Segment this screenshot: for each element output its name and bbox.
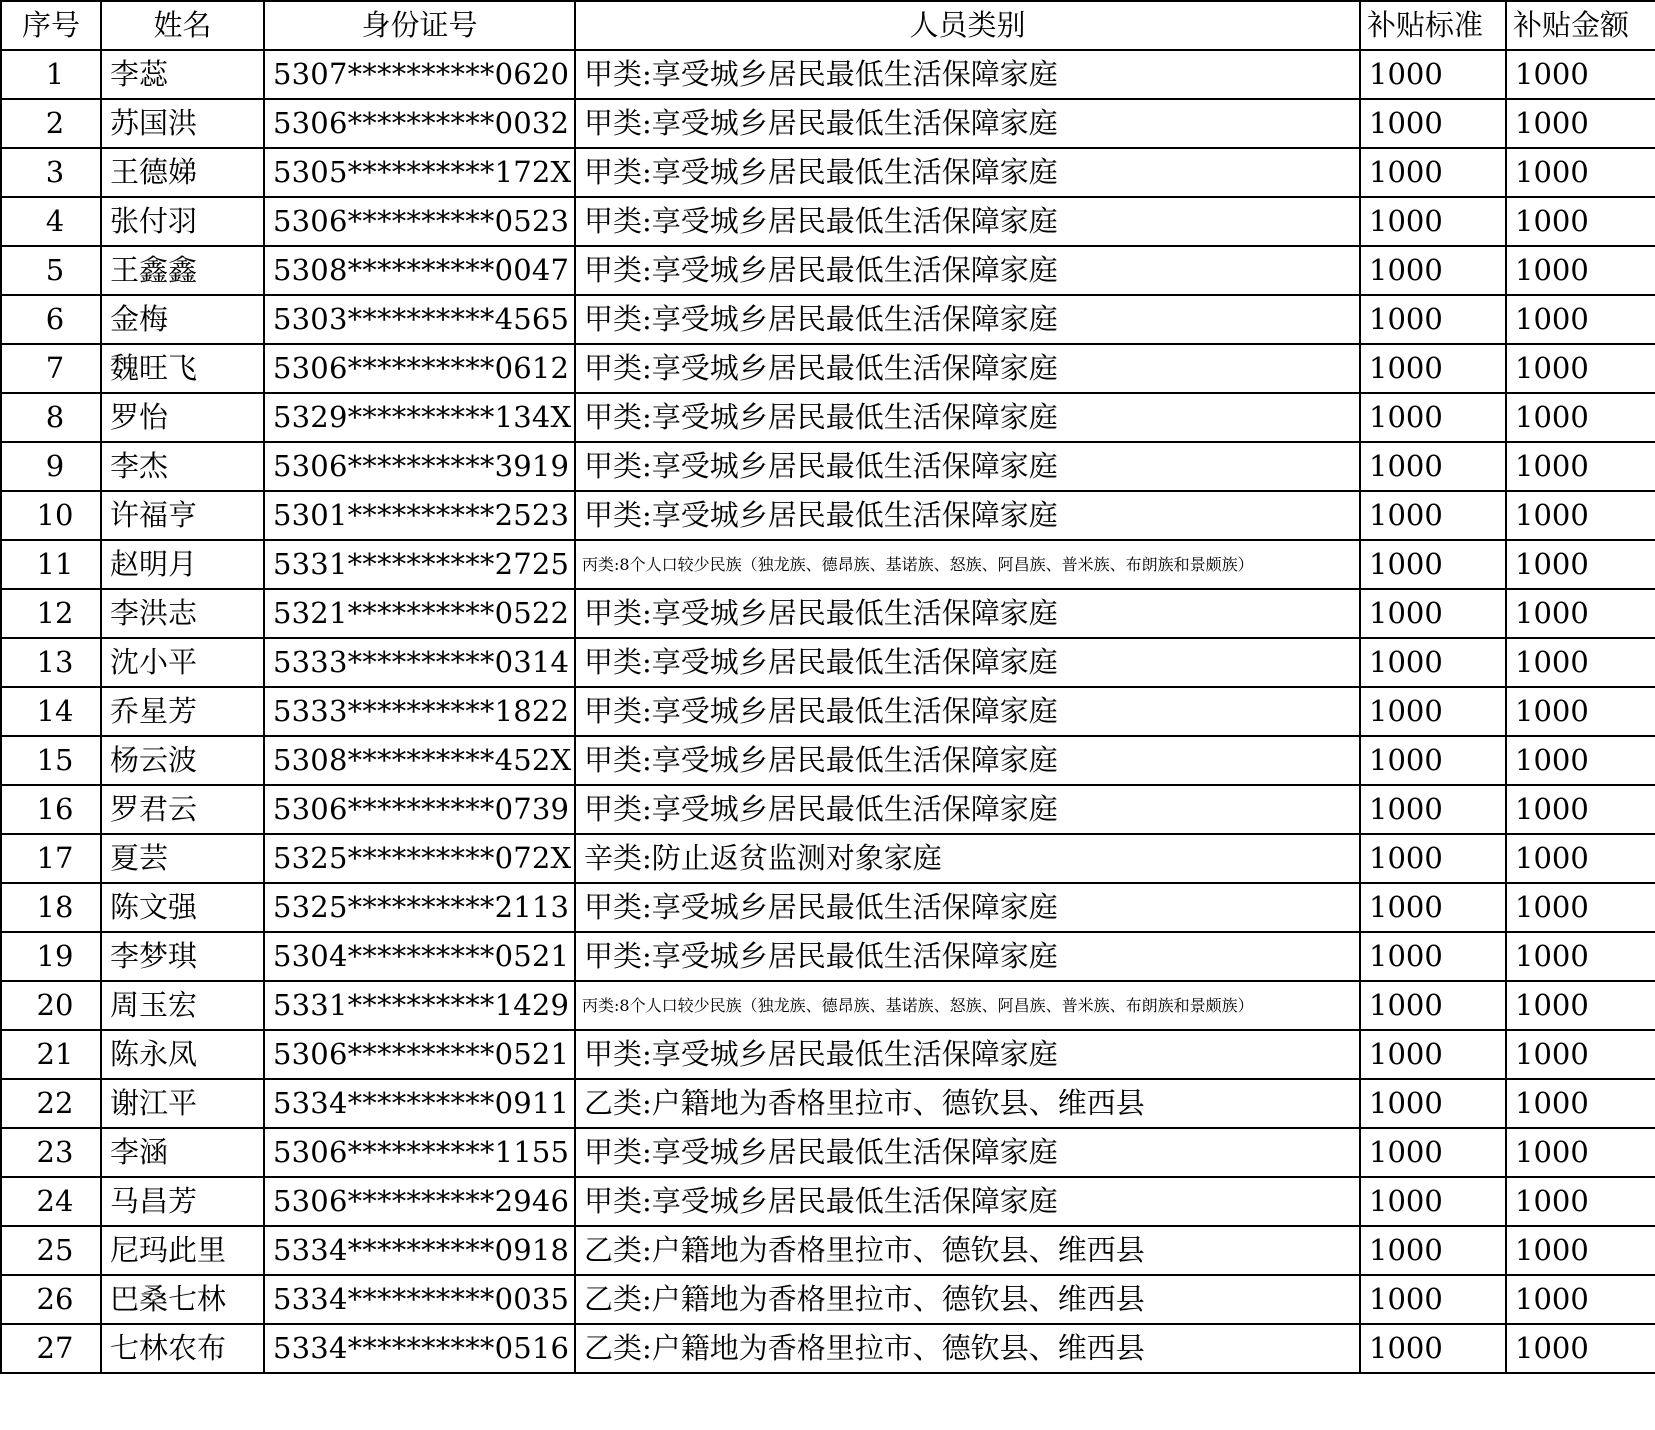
cell-name: 李蕊 (101, 50, 264, 99)
cell-id-number: 5329**********134X (264, 393, 575, 442)
cell-seq: 19 (1, 932, 101, 981)
table-row (1, 1030, 1655, 1079)
cell-category: 乙类:户籍地为香格里拉市、德钦县、维西县 (575, 1324, 1360, 1373)
cell-id-number: 5334**********0911 (264, 1079, 575, 1128)
cell-id-number: 5306**********1155 (264, 1128, 575, 1177)
cell-id-number: 5307**********0620 (264, 50, 575, 99)
cell-id-number: 5334**********0516 (264, 1324, 575, 1373)
cell-subsidy-standard: 1000 (1360, 1226, 1506, 1275)
cell-seq: 8 (1, 393, 101, 442)
table-row (1, 834, 1655, 883)
cell-subsidy-amount: 1000 (1506, 589, 1655, 638)
cell-id-number: 5301**********2523 (264, 491, 575, 540)
cell-name: 赵明月 (101, 540, 264, 589)
cell-subsidy-standard: 1000 (1360, 736, 1506, 785)
cell-seq: 16 (1, 785, 101, 834)
table-row (1, 540, 1655, 589)
cell-category: 甲类:享受城乡居民最低生活保障家庭 (575, 50, 1360, 99)
cell-category: 辛类:防止返贫监测对象家庭 (575, 834, 1360, 883)
cell-seq: 18 (1, 883, 101, 932)
table-row (1, 344, 1655, 393)
table-row (1, 785, 1655, 834)
header-name: 姓名 (101, 1, 264, 50)
cell-seq: 11 (1, 540, 101, 589)
cell-name: 七林农布 (101, 1324, 264, 1373)
cell-subsidy-standard: 1000 (1360, 687, 1506, 736)
cell-subsidy-amount: 1000 (1506, 50, 1655, 99)
cell-seq: 7 (1, 344, 101, 393)
cell-category: 甲类:享受城乡居民最低生活保障家庭 (575, 295, 1360, 344)
cell-category: 甲类:享受城乡居民最低生活保障家庭 (575, 1128, 1360, 1177)
cell-seq: 17 (1, 834, 101, 883)
cell-subsidy-amount: 1000 (1506, 1030, 1655, 1079)
table-row (1, 687, 1655, 736)
cell-seq: 22 (1, 1079, 101, 1128)
cell-category: 甲类:享受城乡居民最低生活保障家庭 (575, 99, 1360, 148)
cell-id-number: 5334**********0918 (264, 1226, 575, 1275)
cell-name: 张付羽 (101, 197, 264, 246)
cell-name: 马昌芳 (101, 1177, 264, 1226)
cell-subsidy-standard: 1000 (1360, 638, 1506, 687)
cell-id-number: 5321**********0522 (264, 589, 575, 638)
cell-subsidy-standard: 1000 (1360, 491, 1506, 540)
cell-category: 丙类:8个人口较少民族（独龙族、德昂族、基诺族、怒族、阿昌族、普米族、布朗族和景颇族） (575, 540, 1360, 589)
cell-seq: 26 (1, 1275, 101, 1324)
header-category: 人员类别 (575, 1, 1360, 50)
cell-subsidy-standard: 1000 (1360, 932, 1506, 981)
cell-name: 沈小平 (101, 638, 264, 687)
cell-subsidy-amount: 1000 (1506, 1079, 1655, 1128)
table-row (1, 883, 1655, 932)
cell-id-number: 5306**********0032 (264, 99, 575, 148)
cell-category: 甲类:享受城乡居民最低生活保障家庭 (575, 197, 1360, 246)
table-row (1, 1128, 1655, 1177)
cell-subsidy-standard: 1000 (1360, 148, 1506, 197)
cell-subsidy-amount: 1000 (1506, 1324, 1655, 1373)
cell-subsidy-amount: 1000 (1506, 687, 1655, 736)
cell-subsidy-standard: 1000 (1360, 246, 1506, 295)
cell-category: 丙类:8个人口较少民族（独龙族、德昂族、基诺族、怒族、阿昌族、普米族、布朗族和景颇族） (575, 981, 1360, 1030)
table-row (1, 1079, 1655, 1128)
cell-category: 甲类:享受城乡居民最低生活保障家庭 (575, 1177, 1360, 1226)
cell-name: 周玉宏 (101, 981, 264, 1030)
cell-category: 甲类:享受城乡居民最低生活保障家庭 (575, 393, 1360, 442)
cell-id-number: 5334**********0035 (264, 1275, 575, 1324)
table-row (1, 1275, 1655, 1324)
cell-subsidy-standard: 1000 (1360, 1177, 1506, 1226)
table-row (1, 393, 1655, 442)
cell-seq: 13 (1, 638, 101, 687)
cell-subsidy-standard: 1000 (1360, 883, 1506, 932)
cell-name: 杨云波 (101, 736, 264, 785)
cell-seq: 10 (1, 491, 101, 540)
cell-name: 李涵 (101, 1128, 264, 1177)
cell-subsidy-standard: 1000 (1360, 1030, 1506, 1079)
cell-subsidy-amount: 1000 (1506, 932, 1655, 981)
cell-subsidy-standard: 1000 (1360, 1128, 1506, 1177)
cell-category: 甲类:享受城乡居民最低生活保障家庭 (575, 344, 1360, 393)
cell-id-number: 5333**********1822 (264, 687, 575, 736)
cell-id-number: 5306**********0523 (264, 197, 575, 246)
header-id-number: 身份证号 (264, 1, 575, 50)
cell-seq: 3 (1, 148, 101, 197)
cell-subsidy-amount: 1000 (1506, 981, 1655, 1030)
cell-subsidy-standard: 1000 (1360, 834, 1506, 883)
cell-subsidy-amount: 1000 (1506, 197, 1655, 246)
cell-name: 李杰 (101, 442, 264, 491)
cell-seq: 1 (1, 50, 101, 99)
cell-id-number: 5306**********0612 (264, 344, 575, 393)
cell-subsidy-amount: 1000 (1506, 393, 1655, 442)
cell-subsidy-amount: 1000 (1506, 1177, 1655, 1226)
cell-seq: 5 (1, 246, 101, 295)
cell-category: 甲类:享受城乡居民最低生活保障家庭 (575, 883, 1360, 932)
cell-id-number: 5306**********2946 (264, 1177, 575, 1226)
cell-id-number: 5325**********2113 (264, 883, 575, 932)
cell-seq: 27 (1, 1324, 101, 1373)
cell-name: 金梅 (101, 295, 264, 344)
table-row (1, 981, 1655, 1030)
cell-subsidy-standard: 1000 (1360, 50, 1506, 99)
cell-id-number: 5325**********072X (264, 834, 575, 883)
cell-subsidy-standard: 1000 (1360, 295, 1506, 344)
table-row (1, 491, 1655, 540)
cell-category: 甲类:享受城乡居民最低生活保障家庭 (575, 785, 1360, 834)
table-row (1, 295, 1655, 344)
cell-name: 夏芸 (101, 834, 264, 883)
table-row (1, 589, 1655, 638)
cell-subsidy-standard: 1000 (1360, 99, 1506, 148)
cell-category: 甲类:享受城乡居民最低生活保障家庭 (575, 442, 1360, 491)
cell-id-number: 5305**********172X (264, 148, 575, 197)
cell-id-number: 5331**********1429 (264, 981, 575, 1030)
cell-id-number: 5303**********4565 (264, 295, 575, 344)
cell-subsidy-standard: 1000 (1360, 981, 1506, 1030)
cell-name: 谢江平 (101, 1079, 264, 1128)
cell-subsidy-amount: 1000 (1506, 540, 1655, 589)
cell-name: 许福亨 (101, 491, 264, 540)
cell-name: 苏国洪 (101, 99, 264, 148)
cell-category: 甲类:享受城乡居民最低生活保障家庭 (575, 932, 1360, 981)
cell-subsidy-standard: 1000 (1360, 540, 1506, 589)
cell-seq: 15 (1, 736, 101, 785)
cell-seq: 2 (1, 99, 101, 148)
cell-name: 李梦琪 (101, 932, 264, 981)
table-row (1, 638, 1655, 687)
cell-name: 王德娣 (101, 148, 264, 197)
cell-category: 甲类:享受城乡居民最低生活保障家庭 (575, 589, 1360, 638)
cell-name: 陈永凤 (101, 1030, 264, 1079)
table-row (1, 1226, 1655, 1275)
cell-subsidy-standard: 1000 (1360, 393, 1506, 442)
cell-id-number: 5331**********2725 (264, 540, 575, 589)
table-row (1, 148, 1655, 197)
cell-category: 甲类:享受城乡居民最低生活保障家庭 (575, 638, 1360, 687)
table-row (1, 932, 1655, 981)
cell-subsidy-amount: 1000 (1506, 99, 1655, 148)
cell-subsidy-standard: 1000 (1360, 1324, 1506, 1373)
header-subsidy-amount: 补贴金额 (1506, 1, 1655, 50)
cell-subsidy-standard: 1000 (1360, 344, 1506, 393)
table-row (1, 246, 1655, 295)
cell-subsidy-amount: 1000 (1506, 344, 1655, 393)
cell-subsidy-amount: 1000 (1506, 1226, 1655, 1275)
cell-id-number: 5308**********452X (264, 736, 575, 785)
cell-name: 尼玛此里 (101, 1226, 264, 1275)
table-row (1, 197, 1655, 246)
cell-subsidy-amount: 1000 (1506, 638, 1655, 687)
cell-name: 魏旺飞 (101, 344, 264, 393)
cell-subsidy-amount: 1000 (1506, 785, 1655, 834)
cell-name: 李洪志 (101, 589, 264, 638)
cell-subsidy-amount: 1000 (1506, 834, 1655, 883)
cell-subsidy-standard: 1000 (1360, 589, 1506, 638)
header-row (1, 1, 1655, 50)
cell-category: 乙类:户籍地为香格里拉市、德钦县、维西县 (575, 1079, 1360, 1128)
header-seq: 序号 (1, 1, 101, 50)
cell-subsidy-amount: 1000 (1506, 442, 1655, 491)
cell-category: 甲类:享受城乡居民最低生活保障家庭 (575, 491, 1360, 540)
cell-subsidy-amount: 1000 (1506, 295, 1655, 344)
cell-category: 乙类:户籍地为香格里拉市、德钦县、维西县 (575, 1275, 1360, 1324)
cell-subsidy-amount: 1000 (1506, 148, 1655, 197)
cell-name: 乔星芳 (101, 687, 264, 736)
cell-category: 甲类:享受城乡居民最低生活保障家庭 (575, 687, 1360, 736)
table-row (1, 1324, 1655, 1373)
cell-subsidy-amount: 1000 (1506, 1275, 1655, 1324)
cell-category: 甲类:享受城乡居民最低生活保障家庭 (575, 246, 1360, 295)
header-subsidy-standard: 补贴标准 (1360, 1, 1506, 50)
cell-subsidy-amount: 1000 (1506, 736, 1655, 785)
cell-subsidy-standard: 1000 (1360, 1275, 1506, 1324)
cell-id-number: 5306**********0521 (264, 1030, 575, 1079)
cell-subsidy-standard: 1000 (1360, 197, 1506, 246)
cell-id-number: 5306**********3919 (264, 442, 575, 491)
cell-seq: 9 (1, 442, 101, 491)
cell-name: 陈文强 (101, 883, 264, 932)
cell-subsidy-amount: 1000 (1506, 491, 1655, 540)
cell-subsidy-standard: 1000 (1360, 1079, 1506, 1128)
cell-seq: 23 (1, 1128, 101, 1177)
cell-subsidy-amount: 1000 (1506, 1128, 1655, 1177)
cell-category: 甲类:享受城乡居民最低生活保障家庭 (575, 736, 1360, 785)
cell-subsidy-standard: 1000 (1360, 785, 1506, 834)
cell-seq: 24 (1, 1177, 101, 1226)
table-row (1, 442, 1655, 491)
cell-seq: 14 (1, 687, 101, 736)
cell-subsidy-amount: 1000 (1506, 883, 1655, 932)
table-row (1, 99, 1655, 148)
cell-id-number: 5308**********0047 (264, 246, 575, 295)
cell-name: 罗怡 (101, 393, 264, 442)
cell-seq: 20 (1, 981, 101, 1030)
cell-seq: 6 (1, 295, 101, 344)
cell-name: 巴桑七林 (101, 1275, 264, 1324)
cell-id-number: 5333**********0314 (264, 638, 575, 687)
cell-category: 乙类:户籍地为香格里拉市、德钦县、维西县 (575, 1226, 1360, 1275)
cell-seq: 21 (1, 1030, 101, 1079)
cell-id-number: 5306**********0739 (264, 785, 575, 834)
cell-category: 甲类:享受城乡居民最低生活保障家庭 (575, 1030, 1360, 1079)
table-row (1, 1177, 1655, 1226)
cell-id-number: 5304**********0521 (264, 932, 575, 981)
cell-seq: 12 (1, 589, 101, 638)
cell-seq: 4 (1, 197, 101, 246)
cell-subsidy-standard: 1000 (1360, 442, 1506, 491)
table-body (1, 50, 1655, 1373)
table-row (1, 50, 1655, 99)
cell-name: 罗君云 (101, 785, 264, 834)
table-row (1, 736, 1655, 785)
cell-category: 甲类:享受城乡居民最低生活保障家庭 (575, 148, 1360, 197)
cell-name: 王鑫鑫 (101, 246, 264, 295)
cell-subsidy-amount: 1000 (1506, 246, 1655, 295)
cell-seq: 25 (1, 1226, 101, 1275)
